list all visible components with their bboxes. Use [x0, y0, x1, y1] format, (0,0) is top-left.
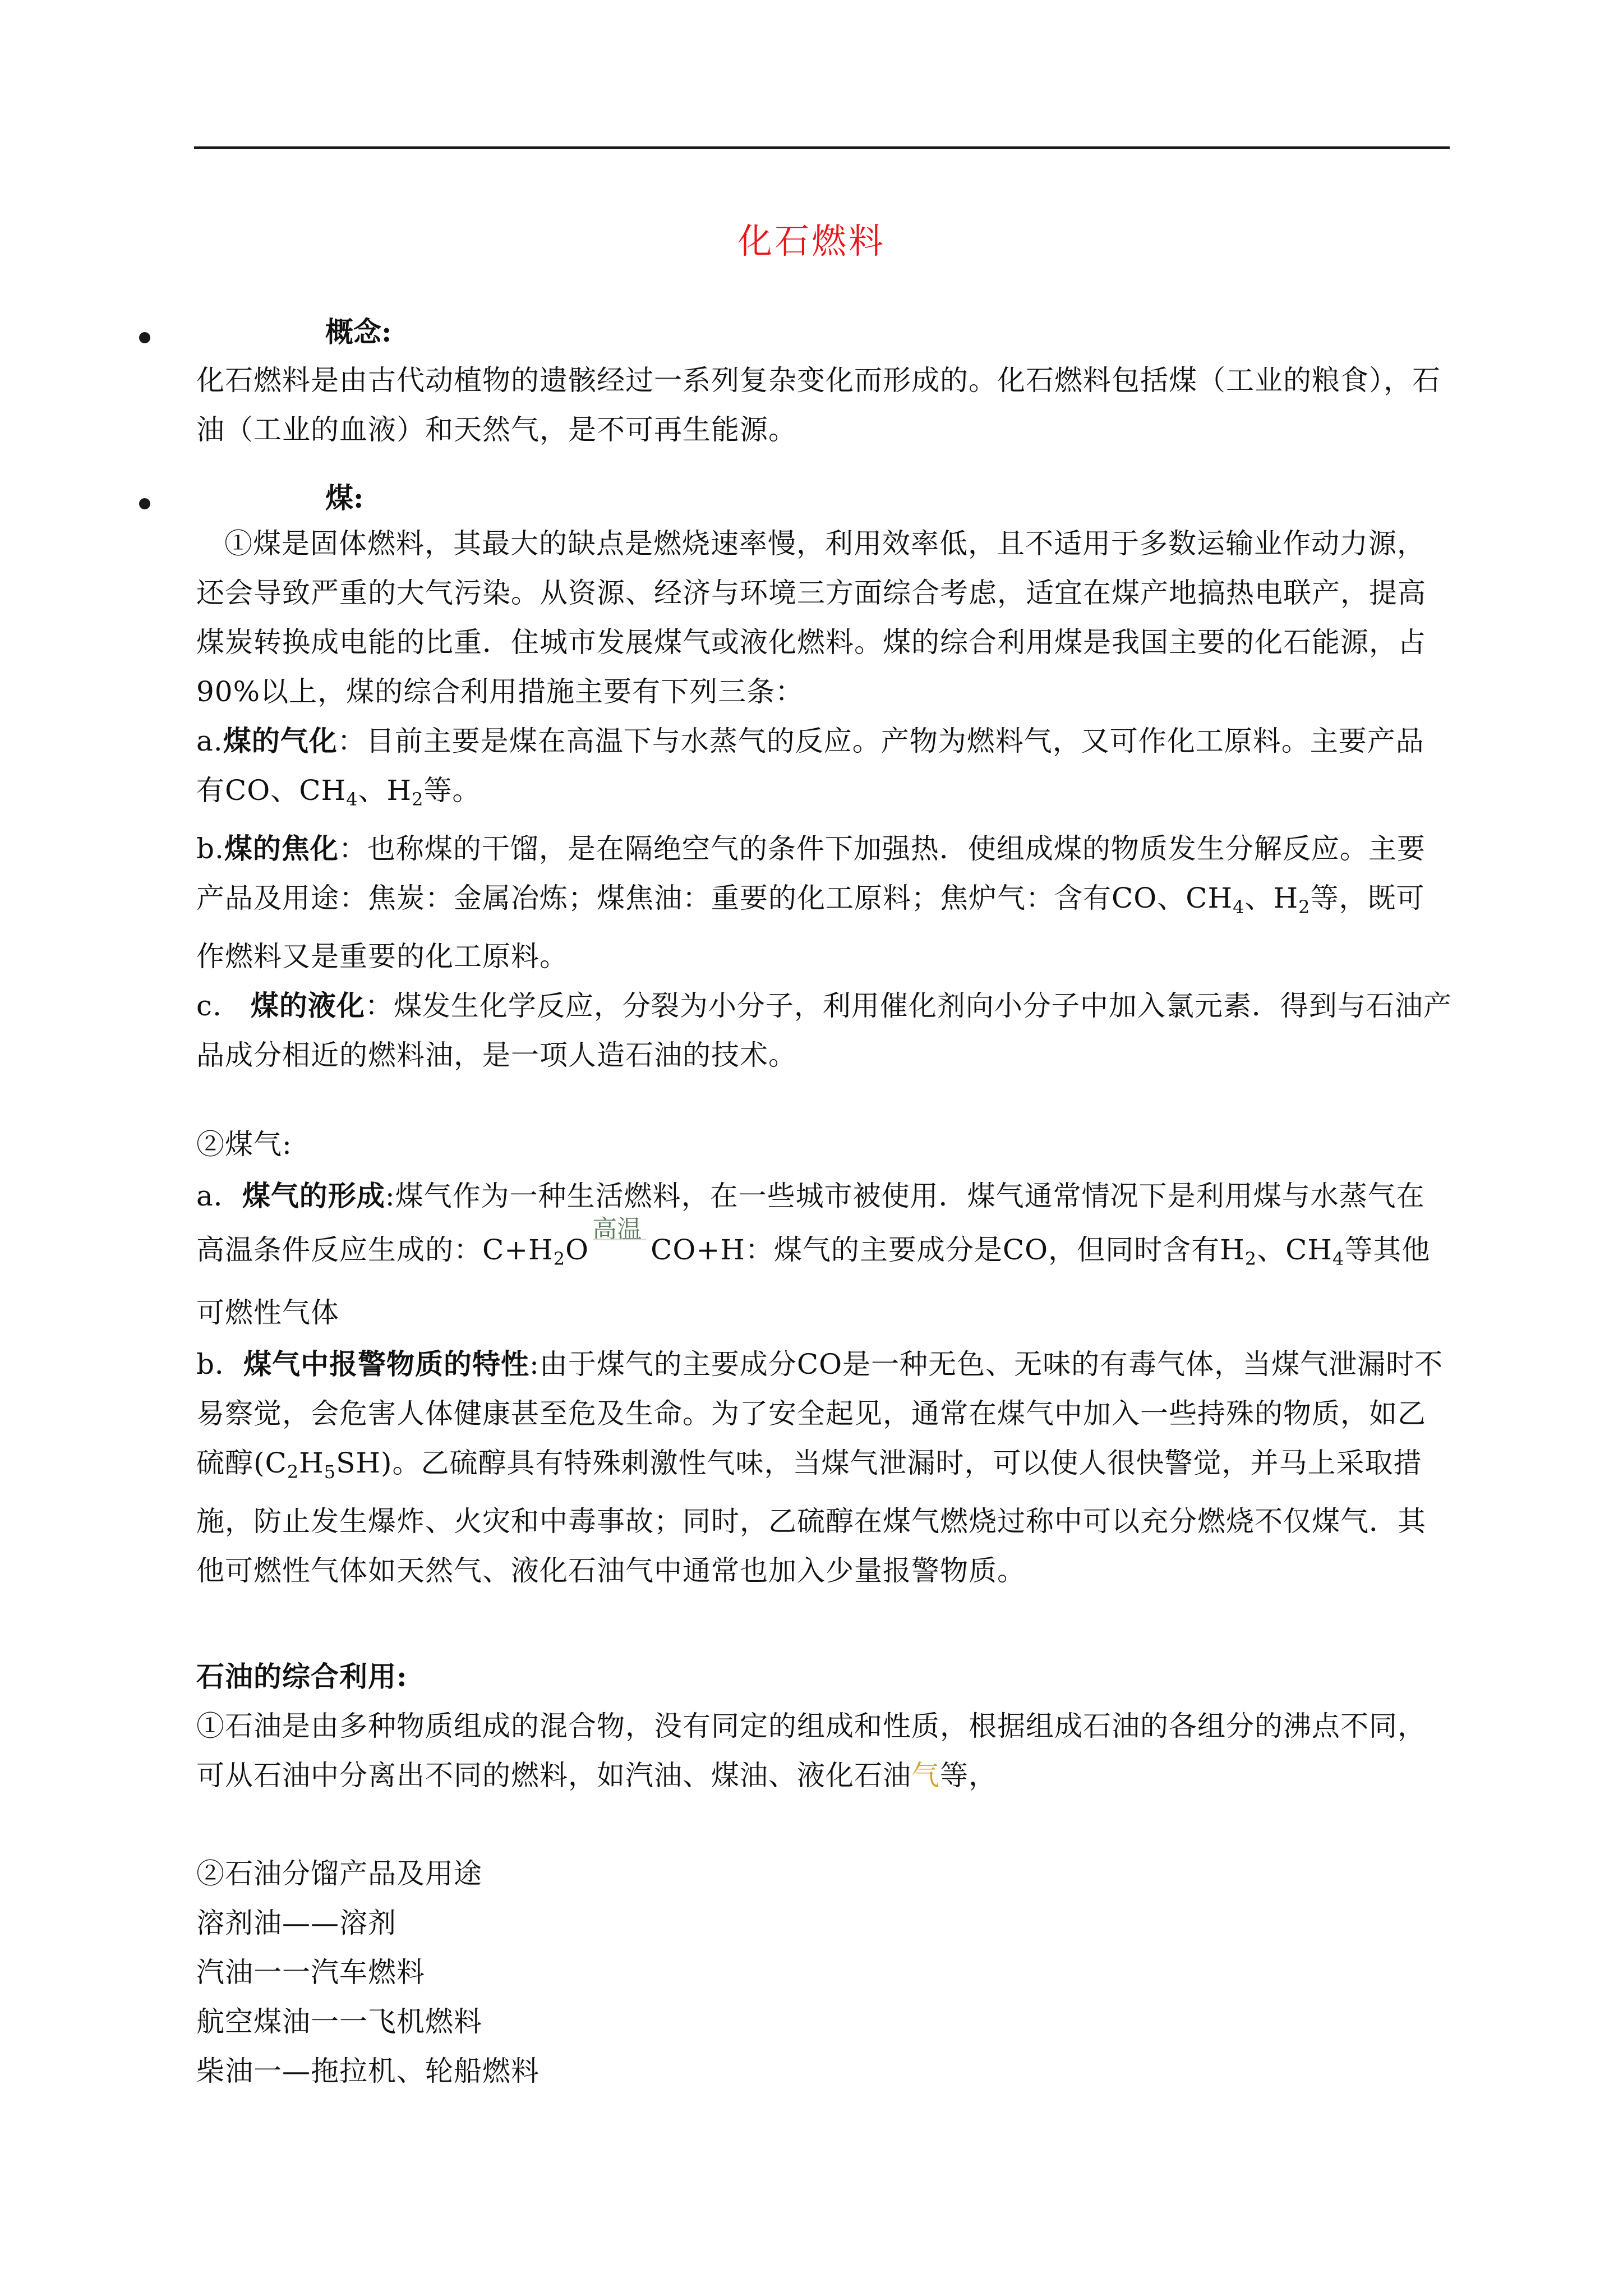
oil-products: [196, 1849, 1453, 2096]
oil-paragraph: [196, 1652, 1453, 1800]
coal-item-c: c. 煤的液化：煤发生化学反应，分裂为小分子，利用催化剂向小分子中加入氯元素．得到与石油产品成分相近的燃料油，是一项人造石油的技术。: [196, 989, 1452, 1071]
list-item: 柴油一—拖拉机、轮船燃料: [196, 2055, 540, 2087]
gas-paragraph: [196, 1120, 1453, 1595]
header-rule: [194, 146, 1450, 149]
gas-alarm-term: 煤气中报警物质的特性: [243, 1347, 530, 1381]
coal-gasification-term: 煤的气化: [223, 724, 338, 757]
oil-heading: 石油的综合利用:: [196, 1660, 408, 1693]
coal-paragraph: [196, 519, 1453, 1080]
concept-text: 化石燃料是由古代动植物的遗骸经过一系列复杂变化而形成的。化石燃料包括煤（工业的粮食），石油（工业的血液）和天然气，是不可再生能源。: [196, 364, 1441, 446]
gas-item-b: b．煤气中报警物质的特性:由于煤气的主要成分CO是一种无色、无味的有毒气体，当煤气泄漏时不易察觉，会危害人体健康甚至危及生命。为了安全起见，通常在煤气中加入一些持殊的物质，如乙硫醇$(C_2H_5SH)$。乙硫醇具有特殊刺激性气味，当煤气泄漏时，可以使人很快警觉，并马上采取措施，防止发生爆炸、火灾和中毒事故；同时，乙硫醇在煤气燃烧过称中可以充分燃烧不仅煤气．其他可燃性气体如天然气、液化石油气中通常也加入少量报警物质。: [196, 1347, 1444, 1587]
coal-item-b: b.煤的焦化：也称煤的干馏，是在隔绝空气的条件下加强热．使组成煤的物质发生分解反应。主要产品及用途：焦炭：金属冶炼；煤焦油：重要的化工原料；焦炉气：含有CO、$CH_4$、$H_2$等，既可作燃料又是重要的化工原料。: [196, 832, 1426, 973]
reaction-arrow-line: [593, 1239, 646, 1240]
list-item: 航空煤油一一飞机燃料: [196, 2005, 482, 2038]
coal-intro: ①煤是固体燃料，其最大的缺点是燃烧速率慢，利用效率低，且不适用于多数运输业作动力源，还会导致严重的大气污染。从资源、经济与环境三方面综合考虑，适宜在煤产地搞热电联产，提高煤炭转换成电能的比重．住城市发展煤气或液化燃料。煤的综合利用煤是我国主要的化石能源，占90%以上，煤的综合利用措施主要有下列三条：: [196, 527, 1426, 708]
gas-heading: ②煤气:: [196, 1128, 292, 1161]
list-item: 溶剂油——溶剂: [196, 1907, 396, 1939]
coal-coking-term: 煤的焦化: [224, 832, 339, 865]
highlighted-character: 气: [911, 1759, 940, 1792]
concept-paragraph: [196, 356, 1453, 454]
coal-item-a: a.煤的气化：目前主要是煤在高温下与水蒸气的反应。产物为燃料气，又可作化工原料。主要产品有CO、$CH_4$、$H_2$等。: [196, 724, 1424, 810]
coal-heading: 煤:: [325, 481, 364, 514]
gas-formation-term: 煤气的形成: [242, 1179, 385, 1212]
oil-text: ①石油是由多种物质组成的混合物，没有同定的组成和性质，根据组成石油的各组分的沸点不同，可从石油中分离出不同的燃料，如汽油、煤油、液化石油气等，: [196, 1710, 1426, 1792]
reaction-condition-arrow: [589, 1215, 651, 1269]
concept-heading: 概念:: [325, 315, 392, 348]
bullet-coal: [139, 498, 150, 509]
reaction-condition-label: 高温: [592, 1215, 642, 1244]
list-item: 汽油一一汽车燃料: [196, 1956, 425, 1989]
page-title: 化石燃料: [737, 220, 886, 261]
bullet-concept: [139, 332, 150, 343]
coal-liquefaction-term: 煤的液化: [250, 989, 365, 1022]
oil-products-heading: ②石油分馏产品及用途: [196, 1857, 482, 1890]
gas-item-a: a．煤气的形成:煤气作为一种生活燃料，在一些城市被使用．煤气通常情况下是利用煤与水蒸气在高温条件反应生成的：$C+H_2O$ 高温 CO+H：煤气的主要成分是CO，但同时含有$H_2$、$CH_4$等其他可燃性气体: [196, 1179, 1431, 1329]
